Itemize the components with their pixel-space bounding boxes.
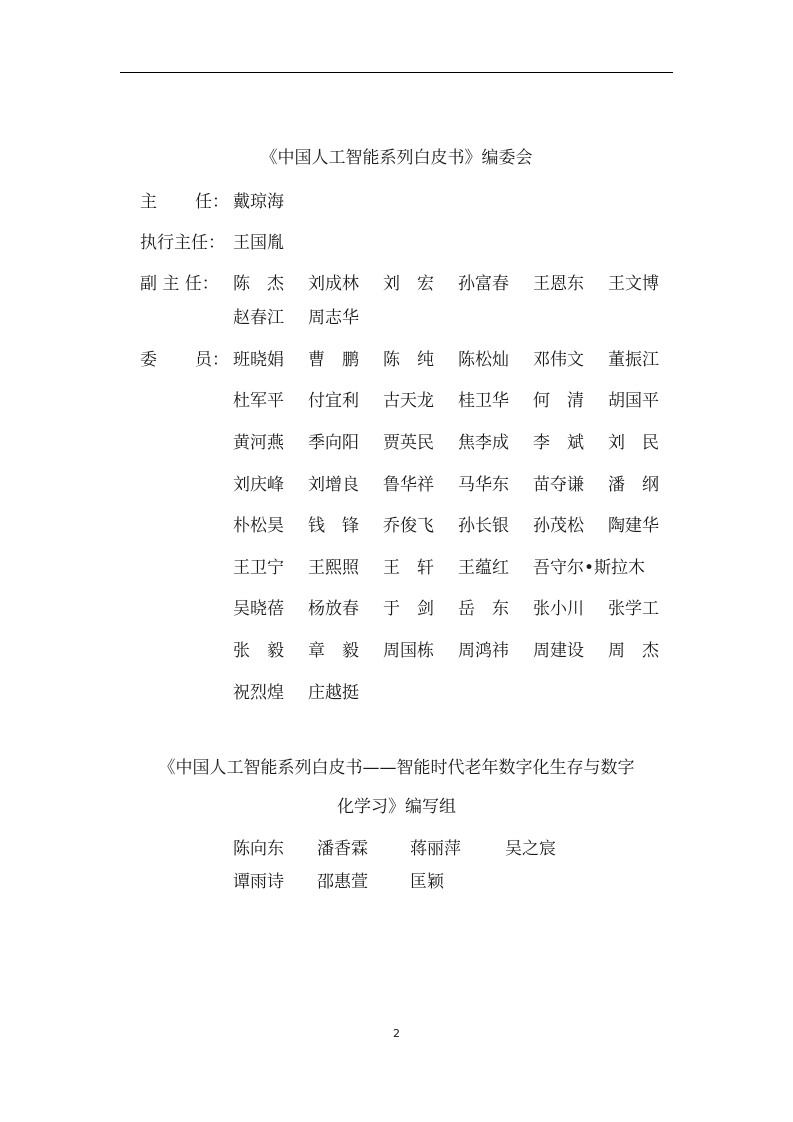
- member-name: 陈 纯: [383, 350, 434, 370]
- member-name: 刘庆峰: [233, 475, 284, 495]
- member-name: 王蕴红: [458, 558, 509, 578]
- member-name: 乔俊飞: [383, 516, 434, 536]
- deputy-name: 王恩东: [533, 274, 584, 294]
- member-name: 王卫宁: [233, 558, 284, 578]
- member-name: 曹 鹏: [308, 350, 359, 370]
- executive-director-name: 王国胤: [233, 233, 284, 253]
- member-name: 杜军平: [233, 391, 284, 411]
- member-name: 刘增良: [308, 475, 359, 495]
- member-name: 黄河燕: [233, 433, 284, 453]
- member-name: 周 杰: [608, 641, 659, 661]
- director-label-b: 任：: [195, 192, 229, 212]
- member-name: 班晓娟: [233, 350, 284, 370]
- member-name: 杨放春: [308, 599, 359, 619]
- member-name: 古天龙: [383, 391, 434, 411]
- deputy-name: 孙富春: [458, 274, 509, 294]
- member-name: 王 轩: [383, 558, 434, 578]
- member-name: 贾英民: [383, 433, 434, 453]
- member-name: 李 斌: [533, 433, 584, 453]
- member-name: 付宜利: [308, 391, 359, 411]
- member-name: 孙茂松: [533, 516, 584, 536]
- member-name: 孙长银: [458, 516, 509, 536]
- member-name: 桂卫华: [458, 391, 509, 411]
- page-number: 2: [393, 1027, 400, 1040]
- member-name: 鲁华祥: [383, 475, 434, 495]
- member-name: 焦李成: [458, 433, 509, 453]
- member-name: 季向阳: [308, 433, 359, 453]
- member-name: 董振江: [608, 350, 659, 370]
- members-label-a: 委: [140, 350, 157, 370]
- member-name: 章 毅: [308, 641, 359, 661]
- member-name: 胡国平: [608, 391, 659, 411]
- writer-name: 蒋丽萍: [410, 839, 461, 859]
- deputy-name: 王文博: [608, 274, 659, 294]
- header-rule: [120, 72, 673, 73]
- member-name: 吴晓蓓: [233, 599, 284, 619]
- writer-name: 陈向东: [233, 839, 284, 859]
- deputy-name: 刘成林: [308, 274, 359, 294]
- director-label: [140, 190, 232, 214]
- member-name: 苗夺谦: [533, 475, 584, 495]
- members-label: [140, 348, 232, 372]
- member-name: 岳 东: [458, 599, 509, 619]
- member-name: 祝烈煌: [233, 683, 284, 703]
- writer-name: 邵惠萱: [317, 872, 368, 892]
- member-name: 王熙照: [308, 558, 359, 578]
- deputy-name: 赵春江: [233, 308, 284, 328]
- member-name: 周国栋: [383, 641, 434, 661]
- member-name: 张学工: [608, 599, 659, 619]
- director-label-a: 主: [140, 192, 157, 212]
- member-name: 张 毅: [233, 641, 284, 661]
- member-name: 何 清: [533, 391, 584, 411]
- member-name: 周建设: [533, 641, 584, 661]
- executive-director-label: 执行主任：: [140, 233, 225, 253]
- member-name: 吾守尔•斯拉木: [533, 558, 646, 578]
- member-name: 马华东: [458, 475, 509, 495]
- member-name: 潘 纲: [608, 475, 659, 495]
- deputy-name: 陈 杰: [233, 274, 284, 294]
- member-name: 庄越挺: [308, 683, 359, 703]
- member-name: 于 剑: [383, 599, 434, 619]
- director-name: 戴琼海: [233, 192, 284, 212]
- member-name: 钱 锋: [308, 516, 359, 536]
- member-name: 刘 民: [608, 433, 659, 453]
- writer-name: 吴之宸: [505, 839, 556, 859]
- members-label-b: 员：: [195, 350, 229, 370]
- member-name: 陈松灿: [458, 350, 509, 370]
- member-name: 张小川: [533, 599, 584, 619]
- writing-group-title-line2: 化学习》编写组: [337, 797, 456, 817]
- writer-name: 谭雨诗: [233, 872, 284, 892]
- member-name: 邓伟文: [533, 350, 584, 370]
- committee-title: 《中国人工智能系列白皮书》编委会: [260, 148, 533, 168]
- member-name: 朴松昊: [233, 516, 284, 536]
- deputy-directors-label: 副 主 任：: [140, 274, 219, 294]
- deputy-name: 刘 宏: [383, 274, 434, 294]
- writer-name: 潘香霖: [317, 839, 368, 859]
- member-name: 周鸿祎: [458, 641, 509, 661]
- deputy-name: 周志华: [308, 308, 359, 328]
- writing-group-title-line1: 《中国人工智能系列白皮书——智能时代老年数字化生存与数字: [158, 758, 635, 778]
- writer-name: 匡颖: [410, 872, 444, 892]
- member-name: 陶建华: [608, 516, 659, 536]
